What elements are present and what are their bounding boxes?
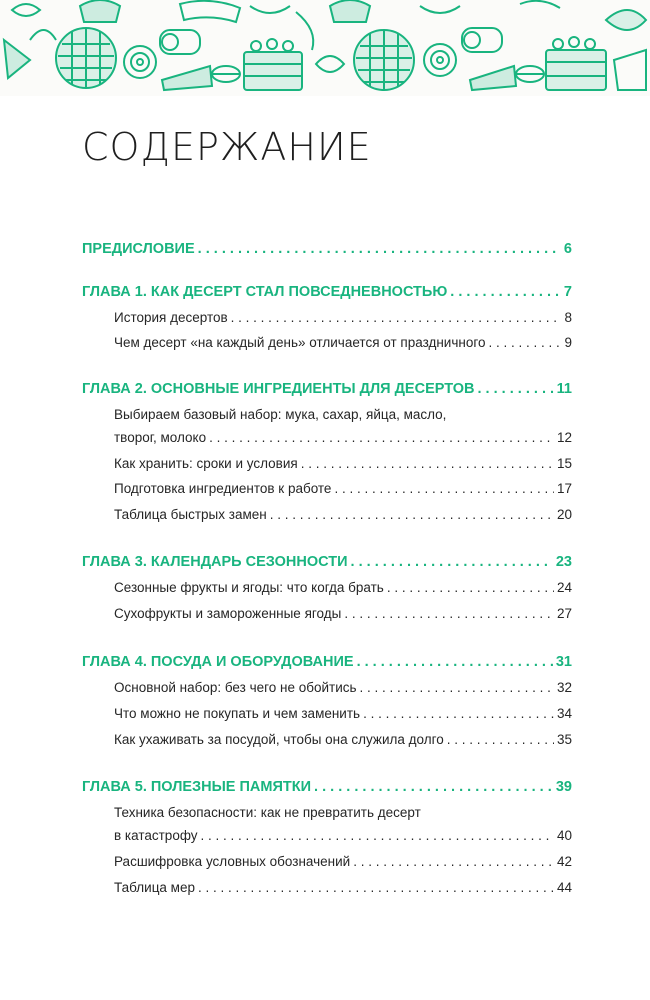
dot-leader xyxy=(270,504,554,526)
toc-section[interactable] xyxy=(114,677,572,699)
dot-leader xyxy=(198,238,561,260)
dot-leader xyxy=(334,478,554,500)
toc-section[interactable] xyxy=(114,851,572,873)
dot-leader xyxy=(209,427,554,449)
page-title: СОДЕРЖАНИЕ xyxy=(82,125,372,169)
toc-entry-page: 17 xyxy=(556,481,572,496)
toc-entry-title: Таблица мер xyxy=(114,880,195,895)
toc-section[interactable] xyxy=(114,504,572,526)
toc-chapter-2[interactable] xyxy=(82,378,572,400)
toc-entry-page: 27 xyxy=(556,606,572,621)
toc-entry-page: 24 xyxy=(556,580,572,595)
toc-entry-page: 23 xyxy=(555,554,572,570)
toc-entry-title: Как хранить: сроки и условия xyxy=(114,456,298,471)
toc-entry-page: 40 xyxy=(556,828,572,843)
dot-leader xyxy=(357,651,553,673)
toc-entry-page: 34 xyxy=(556,706,572,721)
toc-section[interactable] xyxy=(114,603,572,625)
dot-leader xyxy=(201,825,554,847)
toc-entry-title: Подготовка ингредиентов к работе xyxy=(114,481,332,496)
dot-leader xyxy=(301,453,554,475)
toc-entry-page: 12 xyxy=(556,430,572,445)
dot-leader xyxy=(198,877,554,899)
toc-entry-title: в катастрофу xyxy=(114,828,198,843)
toc-section-line1[interactable]: Выбираем базовый набор: мука, сахар, яйца, масло, xyxy=(114,407,447,422)
toc-entry-title: ГЛАВА 5. ПОЛЕЗНЫЕ ПАМЯТКИ xyxy=(82,779,312,795)
toc-section[interactable] xyxy=(114,332,572,354)
toc-entry-page: 8 xyxy=(564,310,572,325)
dot-leader xyxy=(450,281,561,303)
toc-entry-title: ГЛАВА 2. ОСНОВНЫЕ ИНГРЕДИЕНТЫ ДЛЯ ДЕСЕРТОВ xyxy=(82,381,475,397)
toc-preface[interactable] xyxy=(82,238,572,260)
toc-entry-title: ПРЕДИСЛОВИЕ xyxy=(82,241,195,257)
toc-chapter-5[interactable] xyxy=(82,776,572,798)
toc-section[interactable] xyxy=(114,729,572,751)
toc-section[interactable] xyxy=(114,453,572,475)
toc-section[interactable] xyxy=(114,703,572,725)
toc-section[interactable] xyxy=(114,877,572,899)
toc-chapter-4[interactable] xyxy=(82,651,572,673)
toc-section-line1[interactable]: Техника безопасности: как не превратить десерт xyxy=(114,805,421,820)
dot-leader xyxy=(314,776,553,798)
dot-leader xyxy=(344,603,554,625)
toc-entry-page: 11 xyxy=(556,381,572,397)
toc-entry-page: 6 xyxy=(563,241,572,257)
toc-entry-page: 7 xyxy=(563,284,572,300)
toc-section[interactable] xyxy=(114,427,572,449)
toc-entry-title: ГЛАВА 3. КАЛЕНДАРЬ СЕЗОННОСТИ xyxy=(82,554,348,570)
toc-entry-page: 35 xyxy=(556,732,572,747)
dot-leader xyxy=(447,729,554,751)
dot-leader xyxy=(363,703,554,725)
toc-entry-title: творог, молоко xyxy=(114,430,207,445)
toc-entry-page: 20 xyxy=(556,507,572,522)
dot-leader xyxy=(477,378,553,400)
dot-leader xyxy=(353,851,554,873)
toc-entry-title: Основной набор: без чего не обойтись xyxy=(114,680,357,695)
toc-entry-page: 44 xyxy=(556,880,572,895)
toc-entry-page: 15 xyxy=(556,456,572,471)
toc-entry-title: ГЛАВА 1. КАК ДЕСЕРТ СТАЛ ПОВСЕДНЕВНОСТЬЮ xyxy=(82,284,448,300)
toc-entry-title: История десертов xyxy=(114,310,228,325)
dot-leader xyxy=(387,577,554,599)
toc-section[interactable] xyxy=(114,825,572,847)
dot-leader xyxy=(351,551,553,573)
toc-entry-title: Что можно не покупать и чем заменить xyxy=(114,706,361,721)
toc-section[interactable] xyxy=(114,478,572,500)
toc-section[interactable] xyxy=(114,577,572,599)
toc-section[interactable] xyxy=(114,307,572,329)
toc-entry-page: 39 xyxy=(555,779,572,795)
toc-entry-page: 42 xyxy=(556,854,572,869)
toc-entry-title: Таблица быстрых замен xyxy=(114,507,267,522)
toc-chapter-3[interactable] xyxy=(82,551,572,573)
toc-entry-page: 32 xyxy=(556,680,572,695)
toc-entry-title: Сезонные фрукты и ягоды: что когда брать xyxy=(114,580,384,595)
toc-chapter-1[interactable] xyxy=(82,281,572,303)
toc-entry-title: Чем десерт «на каждый день» отличается от праздничного xyxy=(114,335,486,350)
dot-leader xyxy=(360,677,554,699)
toc-entry-title: Расшифровка условных обозначений xyxy=(114,854,351,869)
toc-entry-page: 9 xyxy=(564,335,572,350)
toc-entry-title: ГЛАВА 4. ПОСУДА И ОБОРУДОВАНИЕ xyxy=(82,654,354,670)
toc-entry-title: Сухофрукты и замороженные ягоды xyxy=(114,606,342,621)
toc-entry-page: 31 xyxy=(555,654,572,670)
toc-entry-title: Как ухаживать за посудой, чтобы она служила долго xyxy=(114,732,444,747)
dot-leader xyxy=(231,307,562,329)
dot-leader xyxy=(488,332,561,354)
